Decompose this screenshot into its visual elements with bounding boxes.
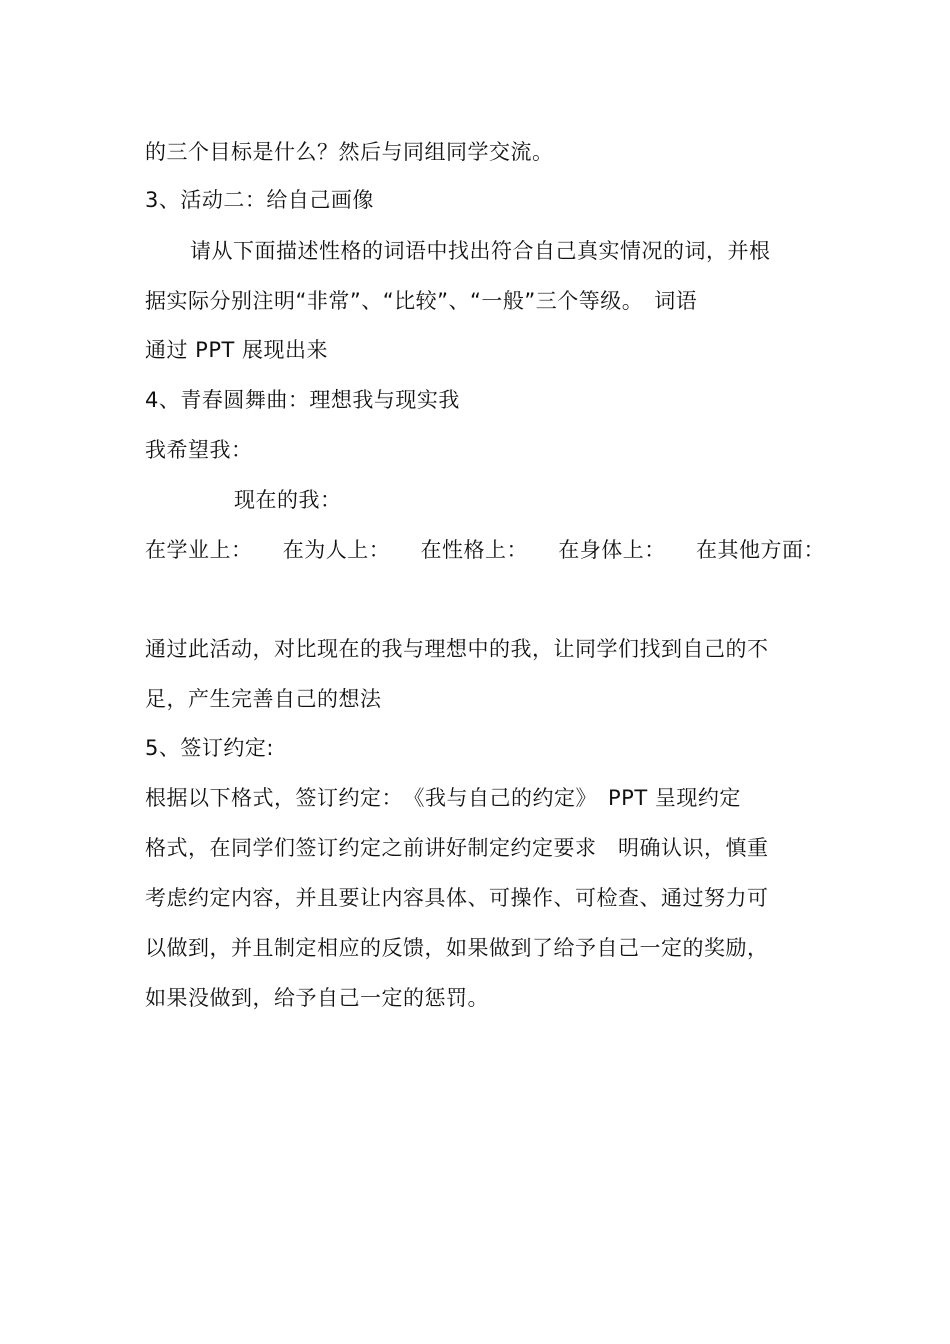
label-current-me: 现在的我： xyxy=(234,488,342,512)
paragraph-agreement-line4: 以做到，并且制定相应的反馈，如果做到了给予自己一定的奖励， xyxy=(145,936,769,960)
paragraph-activity-purpose-line1: 通过此活动，对比现在的我与理想中的我，让同学们找到自己的不 xyxy=(145,637,769,661)
aspect-body: 在身体上： xyxy=(558,538,666,562)
paragraph-agreement-line2: 格式，在同学们签订约定之前讲好制定约定要求 明确认识，慎重 xyxy=(145,836,769,860)
heading-activity-two: 3、活动二：给自己画像 xyxy=(145,188,374,212)
heading-activity-four: 4、青春圆舞曲：理想我与现实我 xyxy=(145,388,460,412)
paragraph-instruction-line1: 请从下面描述性格的词语中找出符合自己真实情况的词，并根 xyxy=(190,239,771,263)
aspect-row xyxy=(145,536,825,564)
paragraph-instruction-line2: 据实际分别注明“非常”、“比较”、“一般”三个等级。 词语 xyxy=(145,289,698,313)
paragraph-goals-question: 的三个目标是什么？然后与同组同学交流。 xyxy=(145,140,554,164)
paragraph-instruction-line3: 通过 PPT 展现出来 xyxy=(145,338,329,362)
aspect-personality: 在性格上： xyxy=(420,538,528,562)
aspect-other: 在其他方面： xyxy=(696,538,825,562)
aspect-character: 在为人上： xyxy=(282,538,391,562)
heading-sign-agreement: 5、签订约定: xyxy=(145,736,274,760)
paragraph-activity-purpose-line2: 足，产生完善自己的想法 xyxy=(145,687,382,711)
aspect-study: 在学业上： xyxy=(145,538,253,562)
paragraph-agreement-line3: 考虑约定内容，并且要让内容具体、可操作、可检查、通过努力可 xyxy=(145,886,769,910)
paragraph-agreement-line1: 根据以下格式，签订约定： 《我与自己的约定》 PPT 呈现约定 xyxy=(145,786,741,810)
label-i-hope: 我希望我： xyxy=(145,438,253,462)
paragraph-agreement-line5: 如果没做到，给予自己一定的惩罚。 xyxy=(145,986,489,1010)
